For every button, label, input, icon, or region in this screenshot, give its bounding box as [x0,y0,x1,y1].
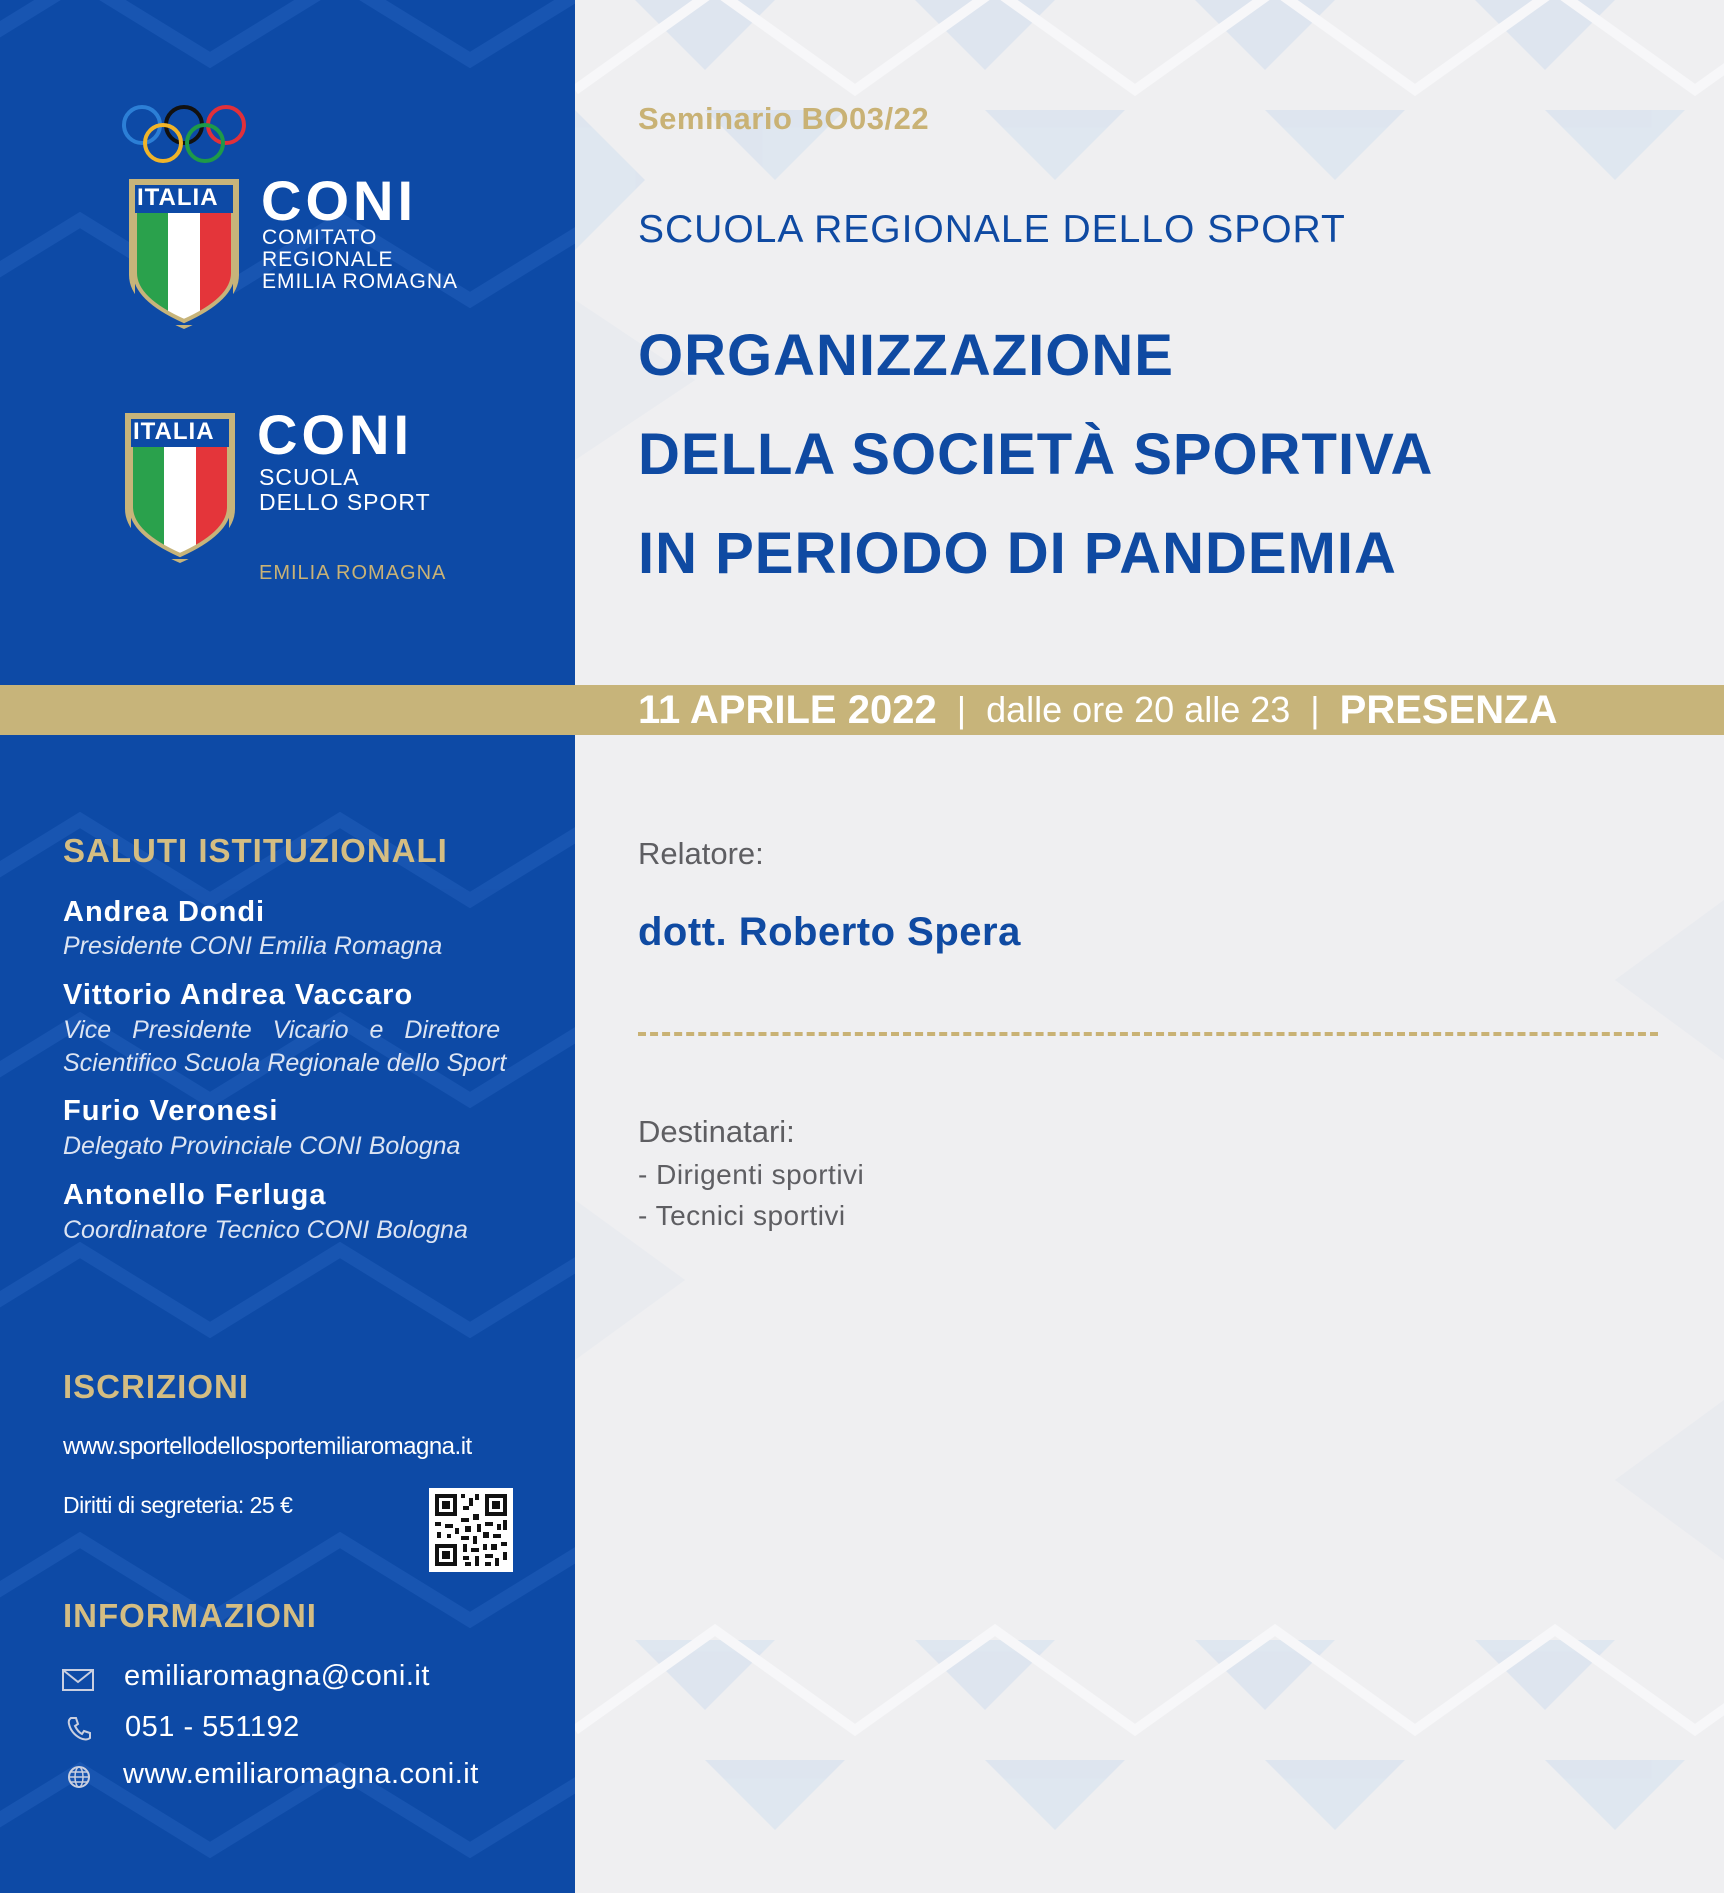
shield-label-top: ITALIA [137,184,219,211]
destinatari-item-2: - Tecnici sportivi [638,1200,846,1231]
left-panel [0,0,575,1893]
seminar-code: Seminario BO03/22 [638,101,930,136]
coni-brand-top: CONI [261,169,417,232]
relatore-label: Relatore: [638,836,764,871]
event-time: dalle ore 20 alle 23 [986,689,1291,730]
band-separator-2: | [1310,689,1320,730]
coni-sub-top-3: EMILIA ROMAGNA [262,270,459,293]
school-title: SCUOLA REGIONALE DELLO SPORT [638,208,1346,251]
saluti-heading: SALUTI ISTITUZIONALI [63,832,448,869]
coni-sub-top-1: COMITATO [262,226,378,249]
contact-web-link[interactable]: www.emiliaromagna.coni.it [123,1758,479,1790]
person-role-2b: Scientifico Scuola Regionale dello Sport [63,1049,507,1077]
event-mode: PRESENZA [1339,687,1558,732]
event-date: 11 APRILE 2022 [638,687,937,732]
destinatari-item-1: - Dirigenti sportivi [638,1159,865,1190]
coni-sub-top-2: REGIONALE [262,248,394,271]
globe-icon [67,1765,91,1789]
person-role-1: Presidente CONI Emilia Romagna [63,932,443,960]
shield-label-bottom: ITALIA [133,418,215,445]
coni-sub-bottom-1: SCUOLA [259,464,360,490]
date-band-text [638,685,1557,735]
band-separator-1: | [956,689,967,730]
person-name-1: Andrea Dondi [63,896,266,928]
person-name-4: Antonello Ferluga [63,1179,327,1211]
envelope-icon [62,1669,94,1691]
iscrizioni-website-link[interactable]: www.sportellodellosportemiliaromagna.it [63,1433,472,1460]
coni-brand-bottom: CONI [257,403,413,466]
person-name-2: Vittorio Andrea Vaccaro [63,979,414,1011]
coni-sub-bottom-2: DELLO SPORT [259,489,431,515]
relatore-name: dott. Roberto Spera [638,910,1021,954]
destinatari-label: Destinatari: [638,1114,795,1149]
event-title-line-3: IN PERIODO DI PANDEMIA [638,521,1397,586]
coni-region-bottom: EMILIA ROMAGNA [259,562,447,584]
olympic-rings-icon [120,103,250,165]
person-role-4: Coordinatore Tecnico CONI Bologna [63,1216,468,1244]
iscrizioni-heading: ISCRIZIONI [63,1368,250,1405]
dashed-divider [638,1032,1658,1036]
event-title-line-1: ORGANIZZAZIONE [638,323,1174,388]
person-role-3: Delegato Provinciale CONI Bologna [63,1132,461,1160]
iscrizioni-fee: Diritti di segreteria: 25 € [63,1492,293,1518]
person-role-2a: Vice Presidente Vicario e Direttore [63,1016,501,1044]
phone-icon [66,1716,92,1742]
qr-code-icon[interactable] [429,1488,513,1572]
contact-email-link[interactable]: emiliaromagna@coni.it [124,1660,430,1692]
informazioni-heading: INFORMAZIONI [63,1597,317,1634]
contact-phone[interactable]: 051 - 551192 [125,1711,300,1743]
event-title-line-2: DELLA SOCIETÀ SPORTIVA [638,422,1434,487]
person-name-3: Furio Veronesi [63,1095,279,1127]
